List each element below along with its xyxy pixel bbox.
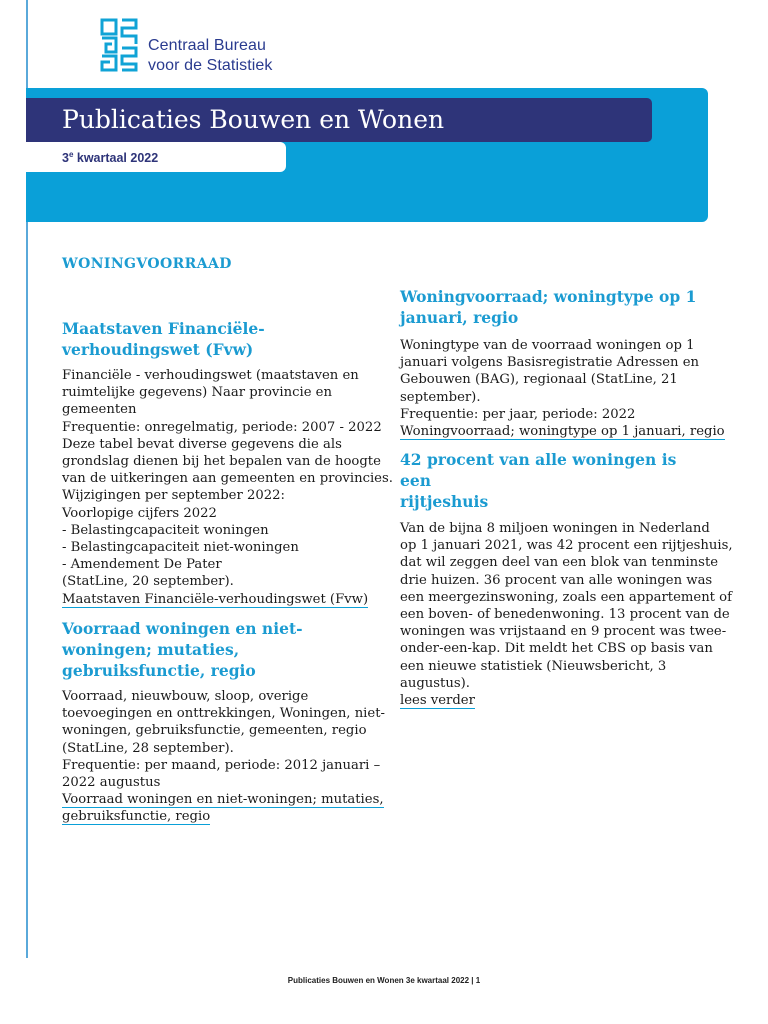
article-heading: Woningvoorraad; woningtype op 1 januari, regio <box>400 287 697 327</box>
body-line: Wijzigingen per september 2022: <box>62 488 285 504</box>
body-line: (StatLine, 20 september). <box>62 574 234 590</box>
article-link-fvw[interactable]: Maatstaven Financiële-verhoudingswet (Fvw) <box>62 591 369 607</box>
article-voorraad-mutaties <box>62 618 385 826</box>
body-line: een nieuwe statistiek (Nieuwsbericht, 3 <box>400 658 667 674</box>
body-line: Frequentie: per maand, periode: 2012 januari – <box>62 757 381 773</box>
body-line: januari volgens Basisregistratie Adressen en <box>400 355 700 371</box>
page-subtitle: 3e kwartaal 2022 <box>62 150 159 166</box>
article-link-voorraad-mutaties[interactable]: Voorraad woningen en niet-woningen; mutaties, gebruiksfunctie, regio <box>62 792 384 825</box>
body-line: Frequentie: per jaar, periode: 2022 <box>400 406 636 422</box>
article-body <box>400 337 710 423</box>
org-name <box>148 36 273 76</box>
cbs-logo-icon <box>100 18 138 72</box>
body-line: gemeenten <box>62 402 137 418</box>
article-fvw <box>62 318 393 608</box>
lees-verder-link[interactable]: lees verder <box>400 693 475 709</box>
body-line: - Belastingcapaciteit woningen <box>62 522 269 538</box>
title-bar <box>26 98 652 142</box>
body-line: Deze tabel bevat diverse gegevens die als <box>62 436 342 452</box>
body-line: grondslag dienen bij het bepalen van de hoogte <box>62 454 381 470</box>
subtitle-bar <box>26 142 286 172</box>
body-line: Van de bijna 8 miljoen woningen in Nederland <box>400 521 710 536</box>
body-line: september). <box>400 389 481 405</box>
body-line: Voorlopige cijfers 2022 <box>62 505 217 521</box>
body-line: een meergezinswoning, zoals een appartement of <box>400 589 732 605</box>
body-line: toevoegingen en onttrekkingen, Woningen, niet- <box>62 706 385 722</box>
body-line: drie huizen. 36 procent van alle woningen was <box>400 572 713 588</box>
article-heading: Voorraad woningen en niet- woningen; mutaties, gebruiksfunctie, regio <box>62 619 303 680</box>
article-body <box>62 688 385 791</box>
body-line: van de uitkeringen aan gemeenten en provincies. <box>62 471 393 487</box>
body-line: (StatLine, 28 september). <box>62 740 234 756</box>
body-line: onder-een-kap. Dit meldt het CBS op basis van <box>400 641 713 657</box>
body-line: ruimtelijke gegevens) Naar provincie en <box>62 385 332 401</box>
article-body <box>400 520 733 692</box>
article-woningtype <box>400 286 725 440</box>
page-title: Publicaties Bouwen en Wonen <box>62 105 445 134</box>
body-line: Woningtype van de voorraad woningen op 1 <box>400 338 695 353</box>
article-body <box>62 367 393 591</box>
article-rijtjeshuis <box>400 449 733 709</box>
body-line: Financiële - verhoudingswet (maatstaven en <box>62 368 359 383</box>
body-line: 2022 augustus <box>62 775 161 791</box>
body-line: woningen, gebruiksfunctie, gemeenten, regio <box>62 723 367 739</box>
body-line: - Amendement De Pater <box>62 557 222 573</box>
org-name-line1: Centraal Bureau <box>148 37 267 54</box>
body-line: woningen was vrijstaand en 9 procent was twee- <box>400 624 727 640</box>
article-heading: Maatstaven Financiële- verhoudingswet (Fvw) <box>62 319 265 359</box>
body-line: dat wil zeggen deel van een blok van tenminste <box>400 555 719 571</box>
body-line: - Belastingcapaciteit niet-woningen <box>62 540 299 556</box>
body-line: op 1 januari 2021, was 42 procent een rijtjeshuis, <box>400 538 733 554</box>
org-name-line2: voor de Statistiek <box>148 57 273 74</box>
body-line: Voorraad, nieuwbouw, sloop, overige <box>62 689 309 704</box>
body-line: een boven- of benedenwoning. 13 procent van de <box>400 607 730 623</box>
article-heading: 42 procent van alle woningen is een rijtjeshuis <box>400 450 677 511</box>
page-footer: Publicaties Bouwen en Wonen 3e kwartaal 2022 | 1 <box>287 976 481 985</box>
section-label: WONINGVOORRAAD <box>62 256 232 272</box>
body-line: Gebouwen (BAG), regionaal (StatLine, 21 <box>400 372 678 388</box>
article-link-woningtype[interactable]: Woningvoorraad; woningtype op 1 januari, regio <box>400 424 725 440</box>
body-line: Frequentie: onregelmatig, periode: 2007 - 2022 <box>62 419 382 435</box>
body-line: augustus). <box>400 675 470 691</box>
